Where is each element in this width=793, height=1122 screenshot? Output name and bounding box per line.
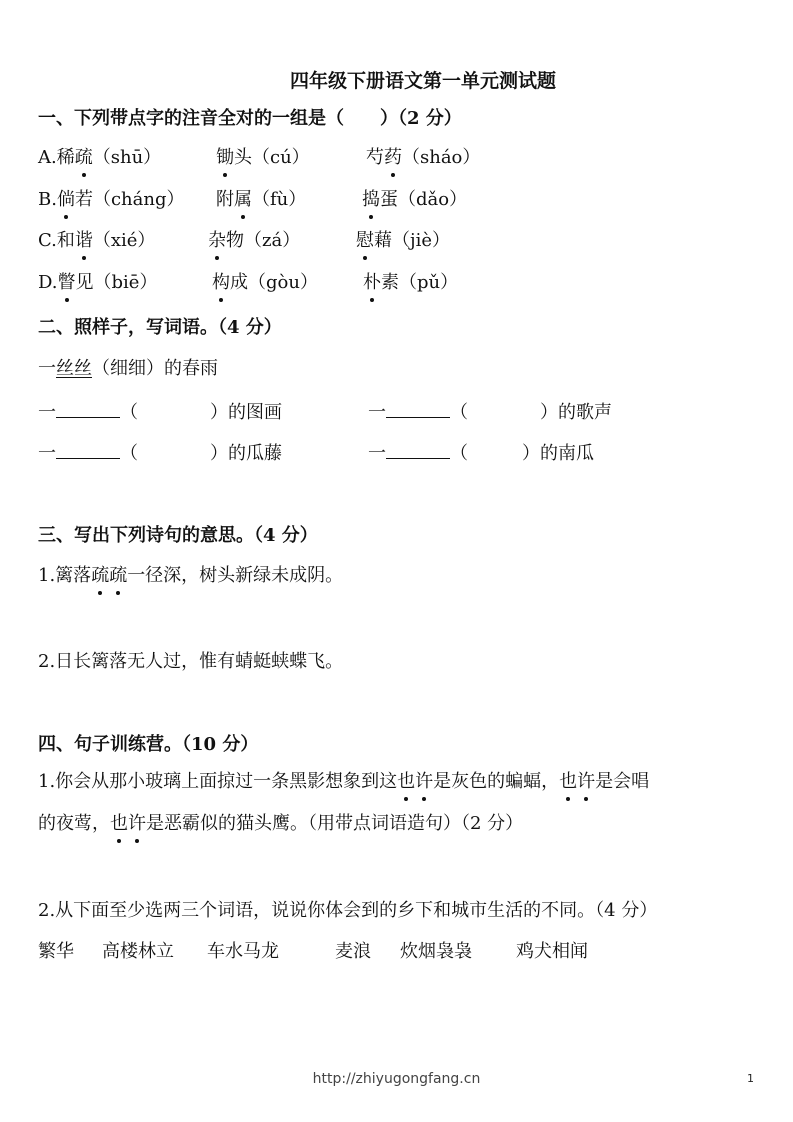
option-b-third: 捣蛋（dǎo） [362, 189, 468, 210]
option-c-third: 慰藉（jiè） [356, 230, 450, 251]
word-6: 鸡犬相闻 [516, 941, 588, 962]
option-d-first: D.瞥见（biē） [38, 272, 158, 293]
poem-line-2: 2.日长篱落无人过，惟有蜻蜓蛱蝶飞。 [38, 651, 344, 672]
sentence-question-1-line-1: 1.你会从那小玻璃上面掠过一条黑影想象到这也许是灰色的蝙蝠，也许是会唱 [38, 771, 650, 792]
section-2-heading: 二、照样子，写词语。（4 分） [38, 317, 282, 338]
section-4-heading: 四、句子训练营。（10 分） [38, 734, 259, 755]
option-d-third: 朴素（pǔ） [363, 272, 459, 293]
word-1: 繁华 [38, 941, 74, 962]
option-a-second: 锄头（cú） [216, 147, 310, 168]
sentence-question-1-line-2: 的夜莺，也许是恶霸似的猫头鹰。（用带点词语造句）（2 分） [38, 813, 524, 834]
option-a-third: 芍药（sháo） [366, 147, 481, 168]
option-c-second: 杂物（zá） [208, 230, 301, 251]
option-c-first: C.和谐（xié） [38, 230, 156, 251]
answer-blank[interactable] [386, 399, 450, 418]
fill-item-4: 一 （ ）的南瓜 [368, 440, 594, 466]
poem-line-1: 1.篱落疏疏一径深，树头新绿未成阴。 [38, 565, 344, 586]
answer-blank[interactable] [56, 399, 120, 418]
word-4: 麦浪 [335, 941, 371, 962]
word-2: 高楼林立 [102, 941, 174, 962]
section-2-example: 一丝丝（细细）的春雨 [38, 358, 218, 379]
fill-item-2: 一 （ ）的歌声 [368, 399, 612, 425]
option-b-second: 附属（fù） [216, 189, 307, 210]
section-3-heading: 三、写出下列诗句的意思。（4 分） [38, 525, 318, 546]
fill-item-3: 一 （ ）的瓜藤 [38, 440, 282, 466]
answer-blank[interactable] [56, 440, 120, 459]
word-5: 炊烟袅袅 [400, 941, 472, 962]
footer-url[interactable]: http://zhiyugongfang.cn [312, 1071, 481, 1087]
option-a-first: A.稀疏（shū） [38, 147, 162, 168]
page-number: 1 [747, 1072, 754, 1085]
option-d-second: 构成（gòu） [212, 272, 318, 293]
section-1-heading: 一、下列带点字的注音全对的一组是（ ）（2 分） [38, 108, 462, 129]
page-title: 四年级下册语文第一单元测试题 [290, 70, 557, 92]
sentence-question-2: 2.从下面至少选两三个词语，说说你体会到的乡下和城市生活的不同。（4 分） [38, 900, 658, 921]
example-word: 丝丝 [56, 358, 92, 379]
answer-blank[interactable] [386, 440, 450, 459]
option-b-first: B.倘若（cháng） [38, 189, 185, 210]
word-3: 车水马龙 [207, 941, 279, 962]
fill-item-1: 一 （ ）的图画 [38, 399, 282, 425]
